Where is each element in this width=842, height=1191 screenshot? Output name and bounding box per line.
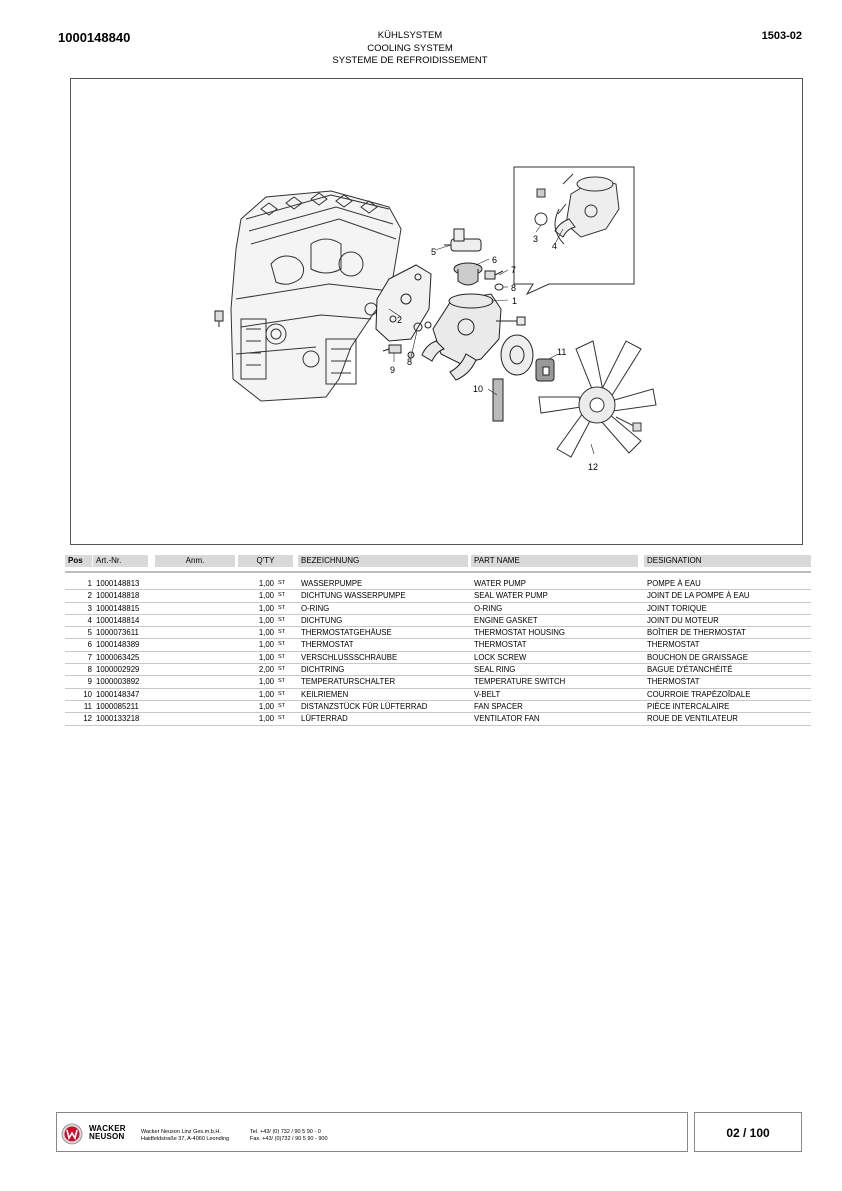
row-designation: BOUCHON DE GRAISSAGE xyxy=(647,652,748,662)
row-designation: JOINT DU MOTEUR xyxy=(647,615,719,625)
row-qty: 1,00 xyxy=(258,640,274,650)
row-pos: 10 xyxy=(83,689,92,699)
row-unit: ST xyxy=(278,653,286,660)
callout-8: 8 xyxy=(511,283,517,293)
cooling-system-illustration xyxy=(71,79,804,546)
title-english: COOLING SYSTEM xyxy=(367,42,453,54)
row-pos: 1 xyxy=(87,579,92,588)
company-tel: Tel. +43/ (0) 732 / 90 5 90 - 0 xyxy=(250,1129,321,1135)
row-designation: JOINT DE LA POMPE À EAU xyxy=(647,591,750,601)
thermostat-part-6 xyxy=(454,263,482,285)
row-qty: 1,00 xyxy=(258,714,274,724)
row-art-nr: 1000085211 xyxy=(96,701,139,711)
table-row xyxy=(65,713,811,725)
brand-wacker: WACKER xyxy=(89,1124,126,1133)
row-designation: THERMOSTAT xyxy=(647,640,700,650)
row-unit: ST xyxy=(278,715,286,722)
exploded-drawing xyxy=(70,78,803,545)
header-part-name: PART NAME xyxy=(471,555,638,567)
row-unit: ST xyxy=(278,580,286,586)
row-pos: 6 xyxy=(87,640,92,650)
row-part-name: LOCK SCREW xyxy=(474,652,527,662)
callout-6: 6 xyxy=(492,255,498,265)
title-french: SYSTEME DE REFROIDISSEMENT xyxy=(332,55,488,66)
row-pos: 12 xyxy=(83,714,92,724)
row-unit: ST xyxy=(278,690,286,697)
row-bezeichnung: VERSCHLUSSSCHRAUBE xyxy=(301,652,398,662)
row-designation: BAGUE D'ÉTANCHÉITÉ xyxy=(647,665,733,675)
row-bezeichnung: THERMOSTATGEHÄUSE xyxy=(301,628,392,638)
engine-block xyxy=(231,191,401,401)
row-designation: POMPE À EAU xyxy=(647,579,701,588)
thermostat-housing-part-5 xyxy=(444,229,481,251)
header-qty: Q'TY xyxy=(238,555,293,567)
row-art-nr: 1000148814 xyxy=(96,615,140,625)
row-bezeichnung: DICHTRING xyxy=(301,665,345,675)
row-designation: JOINT TORIQUE xyxy=(647,603,707,613)
document-number: 1000148840 xyxy=(58,30,131,45)
row-bezeichnung: LÜFTERRAD xyxy=(301,714,348,724)
title-german: KÜHLSYSTEM xyxy=(377,30,443,41)
callout-10: 10 xyxy=(473,384,484,394)
header-rule xyxy=(65,571,811,573)
row-qty: 1,00 xyxy=(258,591,274,601)
footer-company-box xyxy=(56,1112,688,1152)
row-qty: 1,00 xyxy=(258,652,274,662)
page-code: 1503-02 xyxy=(761,30,802,42)
row-pos: 8 xyxy=(87,665,92,675)
callout-5: 5 xyxy=(431,247,437,257)
parts-table-header xyxy=(65,555,811,567)
row-pos: 4 xyxy=(87,615,92,625)
row-unit: ST xyxy=(278,616,286,623)
row-art-nr: 1000073611 xyxy=(96,628,139,638)
row-art-nr: 1000003892 xyxy=(96,677,140,687)
row-art-nr: 1000148389 xyxy=(96,640,140,650)
header-art-nr: Art.-Nr. xyxy=(93,555,148,567)
callout-4: 4 xyxy=(552,241,558,251)
pulley xyxy=(501,335,533,375)
table-row xyxy=(65,603,811,615)
row-unit: ST xyxy=(278,641,286,648)
row-bezeichnung: THERMOSTAT xyxy=(301,640,354,650)
table-row xyxy=(65,689,811,701)
row-art-nr: 1000148815 xyxy=(96,603,140,613)
brand-neuson: NEUSON xyxy=(89,1132,125,1141)
row-qty: 1,00 xyxy=(258,689,274,699)
row-bezeichnung: O-RING xyxy=(301,603,330,613)
header-bezeichnung: BEZEICHNUNG xyxy=(298,555,468,567)
row-art-nr: 1000148813 xyxy=(96,579,140,588)
wacker-neuson-logo-icon xyxy=(61,1123,83,1145)
callout-2: 2 xyxy=(397,315,403,325)
company-name: Wacker Neuson Linz Ges.m.b.H. xyxy=(141,1129,221,1135)
row-pos: 5 xyxy=(87,628,92,638)
header-pos: Pos xyxy=(65,555,92,567)
callout-8-lower: 8 xyxy=(407,357,413,367)
row-pos: 2 xyxy=(87,591,92,601)
detail-inset xyxy=(514,167,634,294)
row-part-name: O-RING xyxy=(474,603,503,613)
row-part-name: TEMPERATURE SWITCH xyxy=(474,677,566,687)
parts-table-body xyxy=(65,578,811,726)
row-part-name: THERMOSTAT HOUSING xyxy=(474,628,565,638)
table-row xyxy=(65,639,811,651)
table-row xyxy=(65,701,811,713)
row-qty: 2,00 xyxy=(258,665,274,675)
row-qty: 1,00 xyxy=(258,603,274,613)
row-art-nr: 1000063425 xyxy=(96,652,140,662)
row-bezeichnung: WASSERPUMPE xyxy=(301,579,363,588)
title-block xyxy=(260,30,560,68)
row-part-name: SEAL WATER PUMP xyxy=(474,591,548,601)
row-pos: 3 xyxy=(87,603,92,613)
row-qty: 1,00 xyxy=(258,701,274,711)
fan-spacer-part-11 xyxy=(536,359,554,381)
row-qty: 1,00 xyxy=(258,628,274,638)
callout-1: 1 xyxy=(512,296,518,306)
callout-12: 12 xyxy=(588,462,599,472)
row-pos: 11 xyxy=(83,701,92,711)
callout-11: 11 xyxy=(557,347,567,357)
callout-3: 3 xyxy=(533,234,539,244)
row-part-name: SEAL RING xyxy=(474,665,516,675)
table-row xyxy=(65,664,811,676)
row-bezeichnung: DICHTUNG xyxy=(301,615,343,625)
row-designation: ROUE DE VENTILATEUR xyxy=(647,714,738,724)
table-row xyxy=(65,615,811,627)
row-pos: 9 xyxy=(87,677,92,687)
row-unit: ST xyxy=(278,702,286,709)
callout-7: 7 xyxy=(511,265,517,275)
header-anm: Anm. xyxy=(155,555,235,567)
row-qty: 1,00 xyxy=(258,615,274,625)
row-unit: ST xyxy=(278,604,286,611)
v-belt-part-10 xyxy=(493,379,503,421)
row-qty: 1,00 xyxy=(258,579,274,588)
row-unit: ST xyxy=(278,666,286,673)
row-bezeichnung: TEMPERATURSCHALTER xyxy=(301,677,396,687)
row-unit: ST xyxy=(278,629,286,636)
row-unit: ST xyxy=(278,592,286,599)
table-row xyxy=(65,652,811,664)
row-designation: PIÈCE INTERCALAIRE xyxy=(647,701,730,711)
seal-ring-part-8 xyxy=(495,284,503,290)
lock-screw-part-7 xyxy=(485,271,503,279)
row-part-name: V-BELT xyxy=(474,689,501,699)
row-art-nr: 1000148347 xyxy=(96,689,140,699)
row-art-nr: 1000148818 xyxy=(96,591,140,601)
row-designation: COURROIE TRAPÉZOÏDALE xyxy=(647,689,751,699)
page-number: 02 / 100 xyxy=(694,1112,802,1152)
row-bezeichnung: KEILRIEMEN xyxy=(301,689,349,699)
table-row xyxy=(65,676,811,688)
row-unit: ST xyxy=(278,678,286,685)
inset-lock-screw xyxy=(537,189,545,197)
row-part-name: ENGINE GASKET xyxy=(474,615,538,625)
ventilator-fan-part-12 xyxy=(539,341,656,457)
drain-plug xyxy=(215,311,223,327)
row-qty: 1,00 xyxy=(258,677,274,687)
table-row xyxy=(65,578,811,590)
row-designation: THERMOSTAT xyxy=(647,677,700,687)
row-designation: BOÎTIER DE THERMOSTAT xyxy=(647,628,746,638)
row-bezeichnung: DICHTUNG WASSERPUMPE xyxy=(301,591,406,601)
table-row xyxy=(65,627,811,639)
row-art-nr: 1000002929 xyxy=(96,665,140,675)
callout-9: 9 xyxy=(390,365,396,375)
company-address: Haidfeldstraße 37, A-4060 Leonding xyxy=(141,1136,230,1142)
row-part-name: THERMOSTAT xyxy=(474,640,527,650)
row-pos: 7 xyxy=(87,652,92,662)
row-part-name: VENTILATOR FAN xyxy=(474,714,540,724)
row-part-name: WATER PUMP xyxy=(474,579,526,588)
table-row xyxy=(65,590,811,602)
row-part-name: FAN SPACER xyxy=(474,701,523,711)
header-designation: DESIGNATION xyxy=(644,555,811,567)
company-fax: Fax. +43/ (0)732 / 90 5 90 - 900 xyxy=(250,1136,328,1142)
row-bezeichnung: DISTANZSTÜCK FÜR LÜFTERRAD xyxy=(301,701,428,711)
row-art-nr: 1000133218 xyxy=(96,714,140,724)
